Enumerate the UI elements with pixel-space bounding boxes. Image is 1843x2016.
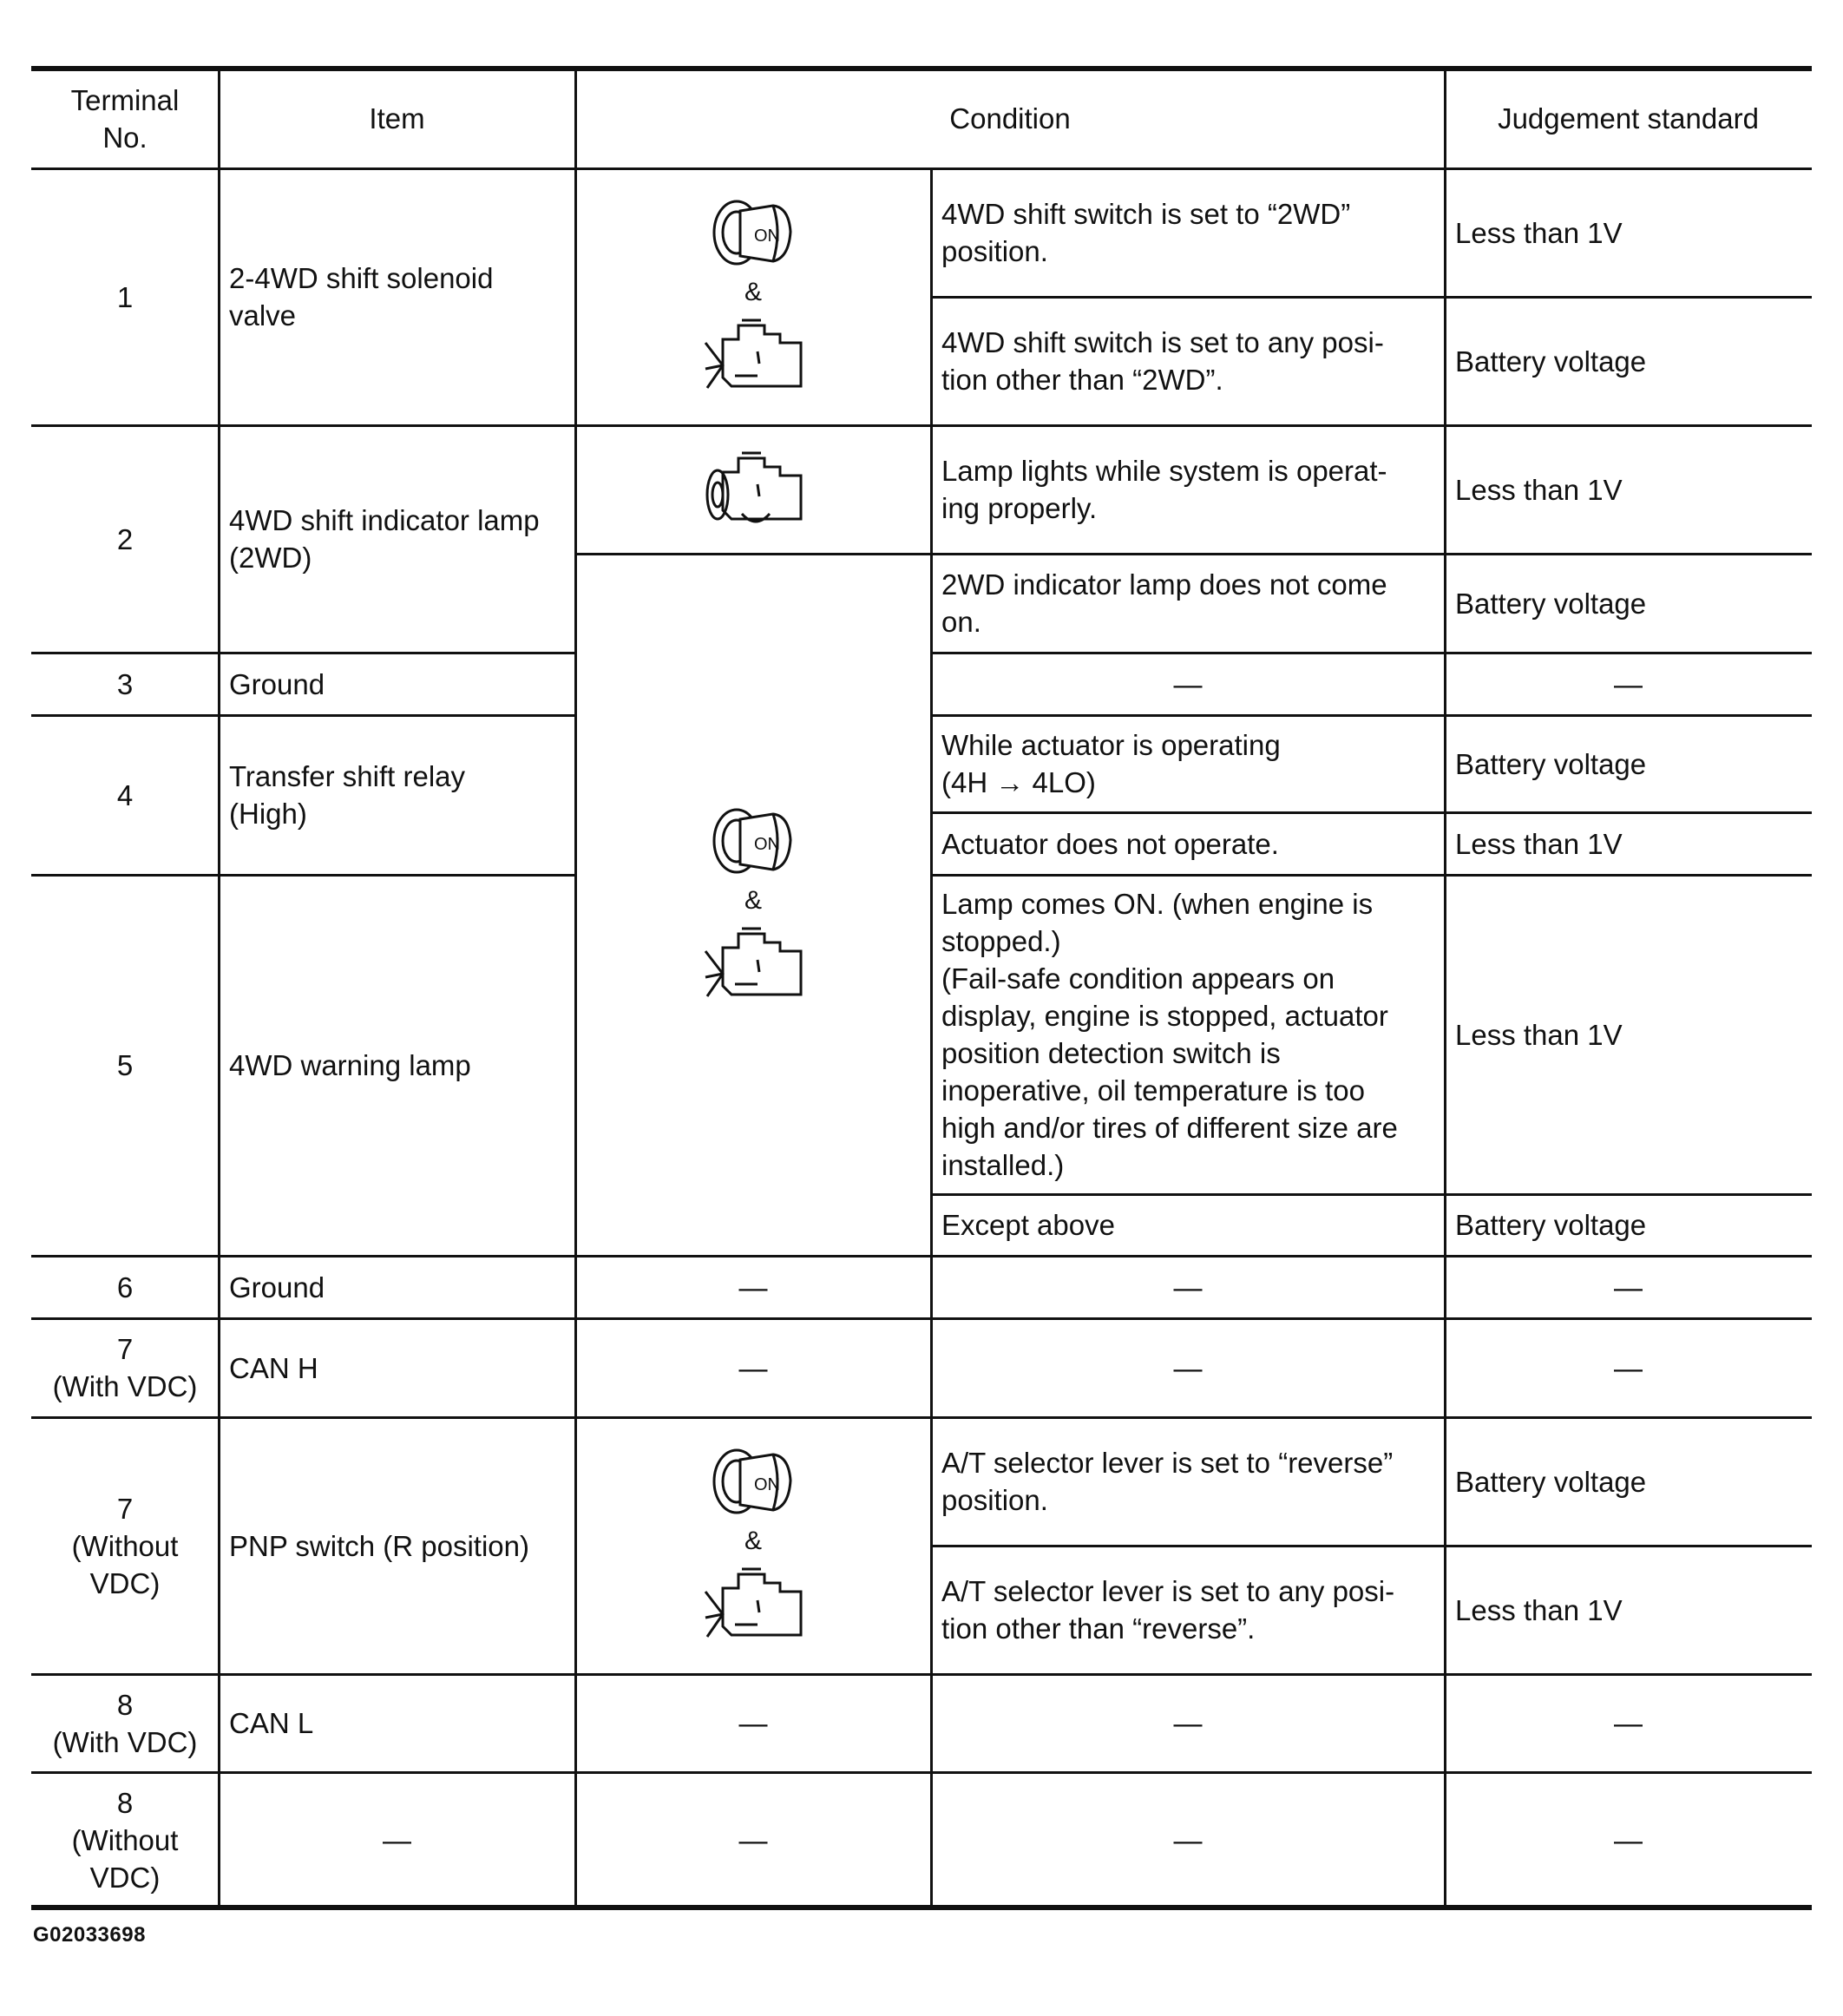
condition-icon-cell-text: —: [738, 1351, 768, 1384]
row-divider: [31, 1416, 1812, 1419]
condition-cell-text: 4WD shift switch is set to “2WD” position.: [941, 198, 1351, 267]
condition-cell-text: Lamp comes ON. (when engine is stopped.) (Fail-safe condition appears on display, engine is stopped, actuator position detection switch is inoperative, oil temperature is too high and/or tires of different size are installed.): [941, 888, 1398, 1181]
item-cell: [219, 425, 575, 653]
terminal-cell: [31, 1256, 219, 1318]
figure-code: G02033698: [33, 1923, 146, 1947]
condition-cell-text: —: [1173, 1271, 1203, 1304]
condition-cell: [931, 1772, 1445, 1908]
condition-cell: [931, 1546, 1445, 1674]
terminal-cell: [31, 1674, 219, 1772]
condition-icon-cell: [575, 1674, 931, 1772]
condition-cell: [931, 425, 1445, 554]
item-cell: [219, 1318, 575, 1417]
terminal-cell-text: 2: [116, 522, 134, 555]
condition-cell: [931, 554, 1445, 653]
item-cell: [219, 653, 575, 715]
condition-cell: [931, 875, 1445, 1194]
condition-icon-cell-text: —: [738, 1271, 768, 1304]
row-divider: [31, 652, 575, 654]
header-divider: [31, 167, 1812, 170]
item-cell-text: 4WD shift indicator lamp (2WD): [229, 504, 540, 574]
terminal-cell-text: 8 (Without VDC): [71, 1786, 179, 1894]
condition-cell-text: —: [1173, 1707, 1203, 1739]
condition-cell-text: —: [1173, 667, 1203, 700]
condition-cell: [931, 1417, 1445, 1546]
row-divider: [31, 714, 575, 717]
judgement-cell: [1445, 1772, 1812, 1908]
terminal-cell-text: 7 (Without VDC): [71, 1492, 179, 1599]
header-judgement-standard-text: Judgement standard: [1498, 102, 1759, 135]
judgement-cell: [1445, 875, 1812, 1194]
judgement-cell: [1445, 425, 1812, 554]
item-cell-text: Ground: [229, 1271, 325, 1304]
row-divider: [31, 1255, 1812, 1258]
column-divider: [218, 69, 220, 1908]
judgement-cell-text: —: [1614, 1271, 1643, 1304]
engine-stopped-icon: [697, 1562, 810, 1649]
header-terminal-no-text: Terminal No.: [70, 83, 180, 154]
condition-cell-text: Actuator does not operate.: [941, 827, 1279, 860]
engine-stopped-icon: [697, 313, 810, 400]
terminal-cell: [31, 875, 219, 1256]
item-cell-text: CAN H: [229, 1351, 318, 1384]
condition-icon-cell: [575, 554, 931, 1256]
item-cell: [219, 1417, 575, 1674]
row-divider: [575, 553, 1812, 555]
item-cell: [219, 715, 575, 875]
condition-cell-text: A/T selector lever is set to “reverse” position.: [941, 1447, 1394, 1516]
row-divider: [31, 874, 575, 877]
item-cell-text: PNP switch (R position): [229, 1529, 530, 1562]
ampersand: &: [744, 278, 762, 306]
condition-icon-cell: [575, 1256, 931, 1318]
judgement-cell: [1445, 1417, 1812, 1546]
condition-icon-cell: [575, 1772, 931, 1908]
item-cell-text: CAN L: [229, 1707, 314, 1739]
condition-cell-text: While actuator is operating (4H → 4LO): [941, 729, 1281, 798]
condition-cell-text: —: [1173, 1823, 1203, 1856]
engine-stopped-icon: [697, 922, 810, 1008]
judgement-cell: [1445, 554, 1812, 653]
condition-icon-cell-text: —: [738, 1823, 768, 1856]
judgement-cell-text: Less than 1V: [1455, 216, 1623, 249]
judgement-cell: [1445, 1318, 1812, 1417]
terminal-cell-text: 1: [116, 280, 134, 313]
condition-cell: [931, 297, 1445, 425]
row-divider: [931, 296, 1812, 299]
condition-cell: [931, 715, 1445, 812]
judgement-cell: [1445, 812, 1812, 875]
terminal-cell: [31, 715, 219, 875]
engine-running-icon: [697, 446, 810, 533]
header-item: [219, 69, 575, 168]
judgement-cell-text: Less than 1V: [1455, 1018, 1623, 1051]
condition-cell: [931, 1256, 1445, 1318]
condition-cell-text: —: [1173, 1351, 1203, 1384]
judgement-cell-text: Battery voltage: [1455, 345, 1647, 378]
terminal-cell: [31, 1772, 219, 1908]
judgement-cell-text: Less than 1V: [1455, 1593, 1623, 1626]
judgement-cell: [1445, 1674, 1812, 1772]
condition-icon-cell: [575, 425, 931, 554]
table-top-border: [31, 66, 1812, 71]
condition-icon-cell-text: —: [738, 1707, 768, 1739]
item-cell: [219, 1674, 575, 1772]
judgement-cell: [1445, 168, 1812, 297]
item-cell-text: 2-4WD shift solenoid valve: [229, 262, 494, 332]
judgement-cell-text: Battery voltage: [1455, 1465, 1647, 1498]
column-divider: [930, 168, 933, 1908]
ignition-key-on-icon: [705, 802, 801, 880]
header-terminal-no: [31, 69, 219, 168]
svg-text:ON: ON: [754, 227, 780, 246]
row-divider: [931, 714, 1812, 717]
condition-cell: [931, 812, 1445, 875]
condition-cell-text: 2WD indicator lamp does not come on.: [941, 568, 1387, 638]
column-divider: [574, 69, 577, 1908]
row-divider: [931, 1545, 1812, 1547]
terminal-cell: [31, 1318, 219, 1417]
column-divider: [1444, 69, 1446, 1908]
judgement-cell-text: Battery voltage: [1455, 587, 1647, 620]
terminal-cell: [31, 653, 219, 715]
judgement-cell-text: —: [1614, 667, 1643, 700]
condition-cell: [931, 653, 1445, 715]
header-judgement-standard: [1445, 69, 1812, 168]
header-condition-text: Condition: [949, 102, 1071, 135]
ignition-key-on-icon: [705, 194, 801, 272]
item-cell: [219, 168, 575, 425]
terminal-cell-text: 4: [116, 778, 134, 811]
row-divider: [931, 811, 1812, 814]
condition-cell-text: 4WD shift switch is set to any posi- tion other than “2WD”.: [941, 326, 1384, 396]
judgement-cell-text: Less than 1V: [1455, 827, 1623, 860]
condition-cell: [931, 1674, 1445, 1772]
judgement-cell: [1445, 653, 1812, 715]
condition-icon-cell: [575, 168, 931, 425]
row-divider: [31, 424, 1812, 427]
judgement-cell-text: Battery voltage: [1455, 1209, 1647, 1241]
row-divider: [31, 1317, 1812, 1320]
condition-icon-cell: [575, 1318, 931, 1417]
judgement-cell-text: —: [1614, 1823, 1643, 1856]
judgement-cell: [1445, 715, 1812, 812]
item-cell: [219, 1772, 575, 1908]
terminal-cell-text: 3: [116, 667, 134, 700]
judgement-cell-text: Battery voltage: [1455, 747, 1647, 780]
ampersand: &: [744, 885, 762, 915]
judgement-cell: [1445, 297, 1812, 425]
terminal-cell: [31, 425, 219, 653]
svg-text:ON: ON: [754, 834, 780, 854]
header-item-text: Item: [369, 102, 425, 135]
terminal-cell-text: 5: [116, 1049, 134, 1081]
item-cell-text: Ground: [229, 667, 325, 700]
judgement-cell: [1445, 1194, 1812, 1256]
table-bottom-border: [31, 1905, 1812, 1910]
condition-cell-text: A/T selector lever is set to any posi- tion other than “reverse”.: [941, 1575, 1395, 1645]
item-cell-text: —: [383, 1823, 411, 1856]
row-divider: [931, 652, 1812, 654]
ampersand: &: [744, 1527, 762, 1555]
terminal-cell-text: 7 (With VDC): [52, 1333, 198, 1402]
judgement-cell-text: —: [1614, 1707, 1643, 1739]
terminal-cell-text: 8 (With VDC): [52, 1688, 198, 1758]
condition-cell: [931, 168, 1445, 297]
item-cell: [219, 1256, 575, 1318]
terminal-cell: [31, 1417, 219, 1674]
svg-text:ON: ON: [754, 1475, 780, 1494]
item-cell: [219, 875, 575, 1256]
condition-icon-cell: [575, 1417, 931, 1674]
judgement-cell: [1445, 1256, 1812, 1318]
row-divider: [931, 874, 1812, 877]
header-condition: [575, 69, 1445, 168]
terminal-cell: [31, 168, 219, 425]
condition-cell-text: Lamp lights while system is operat- ing properly.: [941, 455, 1387, 524]
item-cell-text: Transfer shift relay (High): [229, 760, 466, 830]
judgement-cell: [1445, 1546, 1812, 1674]
judgement-cell-text: Less than 1V: [1455, 473, 1623, 506]
ignition-key-on-icon: [705, 1442, 801, 1520]
condition-cell: [931, 1318, 1445, 1417]
row-divider: [931, 1193, 1812, 1196]
judgement-cell-text: —: [1614, 1351, 1643, 1384]
row-divider: [31, 1673, 1812, 1676]
terminal-cell-text: 6: [116, 1271, 134, 1304]
condition-cell: [931, 1194, 1445, 1256]
condition-cell-text: Except above: [941, 1209, 1115, 1241]
item-cell-text: 4WD warning lamp: [229, 1049, 471, 1081]
row-divider: [31, 1771, 1812, 1774]
